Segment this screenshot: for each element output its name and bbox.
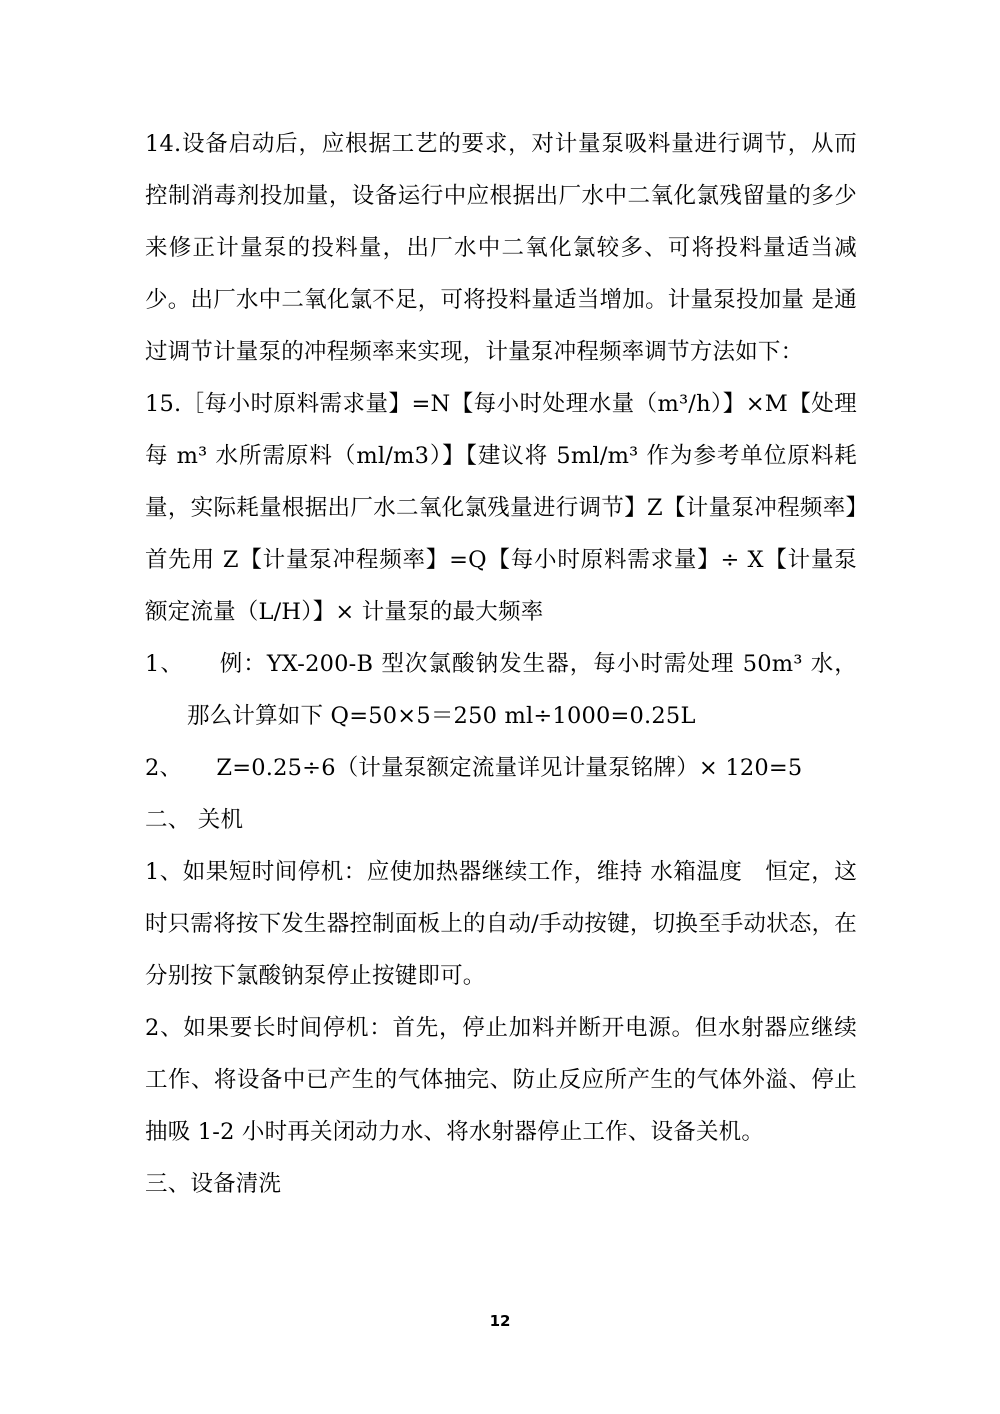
- paragraph-shutdown-long: 2、如果要长时间停机：首先，停止加料并断开电源。但水射器应继续工作、将设备中已产生的气体抽完、防止反应所产生的气体外溢、停止抽吸 1-2 小时再关闭动力水、将水射器停止工作、设备关机。: [145, 1015, 857, 1145]
- page-content: [145, 118, 857, 1210]
- paragraph-item-14: 14.设备启动后，应根据工艺的要求，对计量泵吸料量进行调节，从而控制消毒剂投加量，设备运行中应根据出厂水中二氧化氯残留量的多少来修正计量泵的投料量，出厂水中二氧化氯较多、可将投料量适当减少。出厂水中二氧化氯不足，可将投料量适当增加。计量泵投加量 是通过调节计量泵的冲程频率来实现，计量泵冲程频率调节方法如下：: [145, 131, 857, 365]
- paragraph-item-15-formula: 15.［每小时原料需求量】=N【每小时处理水量（m³/h）】×M【处理每 m³ 水所需原料（ml/m3）】【建议将 5ml/m³ 作为参考单位原料耗量，实际耗量根据出厂水二氧化氯残量进行调节】Z【计量泵冲程频率】首先用 Z【计量泵冲程频率】=Q【每小时原料需求量】÷ X【计量泵额定流量（L/H）】× 计量泵的最大频率: [145, 391, 857, 625]
- list-item-example-1: 1、 例：YX-200-B 型次氯酸钠发生器，每小时需处理 50m³ 水，那么计算如下 Q=50×5＝250 ml÷1000=0.25L: [145, 651, 857, 729]
- section-heading-shutdown: 二、 关机: [145, 807, 244, 833]
- list-item-example-2: 2、 Z=0.25÷6（计量泵额定流量详见计量泵铭牌）× 120=5: [145, 755, 803, 781]
- paragraph-shutdown-short: 1、如果短时间停机：应使加热器继续工作，维持 水箱温度 恒定，这时只需将按下发生器控制面板上的自动/手动按键，切换至手动状态，在分别按下氯酸钠泵停止按键即可。: [145, 859, 857, 989]
- section-heading-cleaning: 三、设备清洗: [145, 1171, 282, 1197]
- page-number: 12: [489, 1312, 511, 1330]
